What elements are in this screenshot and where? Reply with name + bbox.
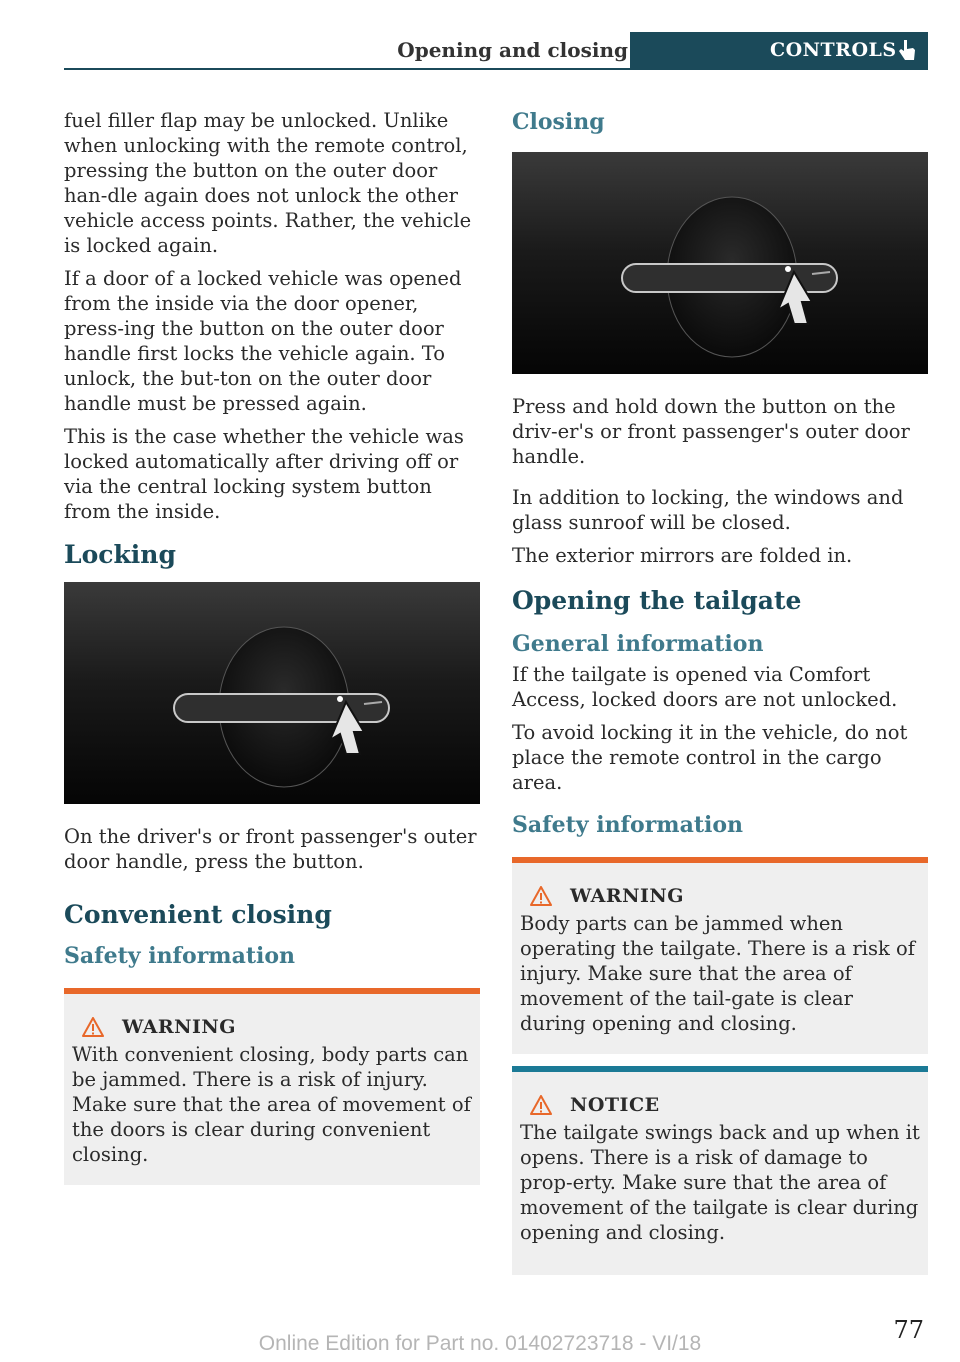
closing-paragraph: In addition to locking, the windows and glass sunroof will be closed. <box>512 486 904 534</box>
locking-text: On the driver's or front passenger's outer door handle, press the button. <box>64 825 477 873</box>
closing-heading: Closing <box>512 109 605 135</box>
edition-footer: Online Edition for Part no. 01402723718 - VI/18 <box>258 1332 702 1355</box>
warning-header <box>72 1016 472 1038</box>
opening-tailgate-heading: Opening the tailgate <box>512 586 802 615</box>
convenient-closing-heading: Convenient closing <box>64 900 332 929</box>
door-handle-illustration <box>64 582 480 804</box>
safety-information-heading: Safety information <box>64 943 296 969</box>
intro-paragraph: If a door of a locked vehicle was opened from the inside via the door opener, press-ing the button on the outer door handle first locks the vehicle again. To unlock, the but-ton on the outer door handle must be pressed again. <box>64 267 462 415</box>
warning-icon <box>530 886 552 906</box>
page-header <box>64 32 928 70</box>
warning-icon <box>530 1095 552 1115</box>
section-title: Opening and closing <box>397 38 628 62</box>
hand-pointer-icon <box>896 38 918 62</box>
chapter-tab <box>630 32 928 70</box>
left-column <box>64 108 480 1185</box>
general-paragraph: If the tailgate is opened via Comfort Access, locked doors are not unlocked. <box>512 663 898 711</box>
closing-paragraph: The exterior mirrors are folded in. <box>512 544 853 567</box>
notice-box <box>512 1066 928 1275</box>
warning-box <box>64 988 480 1185</box>
right-column <box>512 108 928 1275</box>
warning-text: With convenient closing, body parts can be jammed. There is a risk of injury. Make sure that the area of movement of the doors is clear during convenient closing. <box>72 1043 471 1166</box>
locking-door-handle-photo <box>64 582 480 804</box>
warning-box <box>512 857 928 1054</box>
door-handle-illustration <box>512 152 928 374</box>
intro-paragraph: fuel filler flap may be unlocked. Unlike when unlocking with the remote control, pressing the button on the outer door han-dle again does not unlock the other vehicle access points. Rather, the vehicle is locked again. <box>64 109 472 257</box>
page-number: 77 <box>893 1316 924 1344</box>
locking-heading: Locking <box>64 540 176 569</box>
header-rule <box>64 68 928 70</box>
notice-title: NOTICE <box>570 1094 660 1116</box>
general-information-heading: General information <box>512 631 764 657</box>
warning-title: WARNING <box>122 1016 237 1038</box>
closing-door-handle-photo <box>512 152 928 374</box>
safety-information-heading: Safety information <box>512 812 744 838</box>
warning-icon <box>82 1017 104 1037</box>
notice-header <box>520 1094 920 1116</box>
warning-text: Body parts can be jammed when operating the tailgate. There is a risk of injury. Make sure that the area of movement of the tail-gate is clear during opening and closing. <box>520 912 915 1035</box>
general-paragraph: To avoid locking it in the vehicle, do not place the remote control in the cargo area. <box>512 721 908 794</box>
warning-title: WARNING <box>570 885 685 907</box>
closing-text: Press and hold down the button on the driv-er's or front passenger's outer door handle. <box>512 395 910 468</box>
warning-header <box>520 885 920 907</box>
intro-paragraph: This is the case whether the vehicle was locked automatically after driving off or via the central locking system button from the inside. <box>64 425 464 523</box>
chapter-label: CONTROLS <box>770 39 897 61</box>
notice-text: The tailgate swings back and up when it opens. There is a risk of damage to prop-erty. Make sure that the area of movement of the tailgate is clear during opening and closing. <box>520 1121 920 1244</box>
